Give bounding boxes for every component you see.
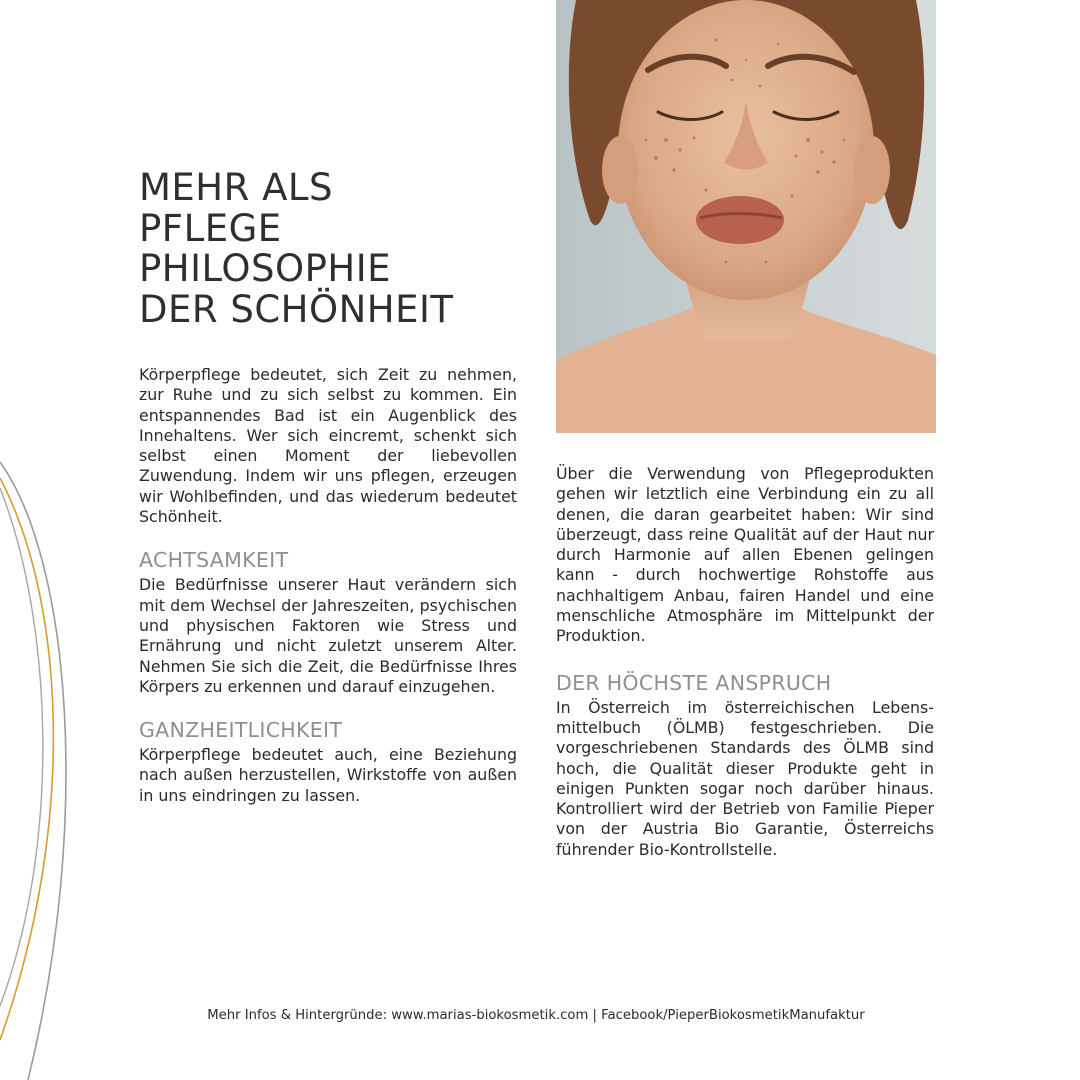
right-column (556, 464, 934, 860)
curve-gold (0, 478, 53, 1040)
title-line: MEHR ALS (139, 166, 334, 209)
section-text-ganzheitlichkeit: Körperpflege bedeutet auch, eine Beziehung nach außen herzustellen, Wirkstoffe von außen in uns eindringen zu lassen. (139, 745, 517, 805)
section-text-verwendung: Über die Verwendung von Pflegeprodukten gehen wir letztlich eine Verbindung ein zu all denen, die daran gearbeitet haben: Wir sind überzeugt, dass reine Qualität auf der Haut nur durch Harmonie auf allen Ebenen gelingen kann - durch hochwertige Rohstoffe aus nachhaltigem Anbau, fairen Handel und eine menschliche Atmosphäre im Mittelpunkt der Produktion. (556, 464, 934, 646)
section-title-anspruch: DER HÖCHSTE ANSPRUCH (556, 670, 832, 695)
left-column (139, 365, 517, 806)
intro-paragraph: Körperpflege bedeutet, sich Zeit zu nehmen, zur Ruhe und zu sich selbst zu kommen. Ein entspannendes Bad ist ein Augenblick des Innehaltens. Wer sich eincremt, schenkt sich selbst einen Moment der liebevollen Zuwendung. Indem wir uns pflegen, erzeugen wir Wohlbefinden, und das wiederum bedeutet Schönheit. (139, 365, 517, 527)
section-text-achtsamkeit: Die Bedürfnisse unserer Haut verändern sich mit dem Wechsel der Jahreszeiten, psychischen und physischen Faktoren wie Stress und Ernährung und nicht zuletzt unserem Alter. Nehmen Sie sich die Zeit, die Bedürfnisse Ihres Körpers zu erkennen und darauf einzugehen. (139, 575, 517, 696)
section-text-anspruch: In Österreich im österreichischen Lebensmittelbuch (ÖLMB) festgeschrieben. Die vorgeschriebenen Standards des ÖLMB sind hoch, die Qualität dieser Produkte geht in einigen Punkten sogar noch darüber hinaus. Kontrolliert wird der Betrieb von Familie Pieper von der Austria Bio Garantie, Österreichs führender Bio-Kontrollstelle. (556, 697, 934, 859)
section-title-ganzheitlichkeit: GANZHEITLICHKEIT (139, 718, 343, 743)
title-line: DER SCHÖNHEIT (139, 287, 454, 331)
curve-gray-inner (0, 488, 43, 1006)
title-line: PFLEGE (139, 206, 282, 250)
section-title-achtsamkeit: ACHTSAMKEIT (139, 548, 289, 573)
portrait-photo (556, 0, 936, 433)
footer-links: Mehr Infos & Hintergründe: www.marias-biokosmetik.com | Facebook/PieperBiokosmetikManufaktur (207, 1008, 865, 1023)
title-line: PHILOSOPHIE (139, 247, 391, 290)
decorative-curves (0, 0, 120, 1080)
page-title (139, 168, 529, 330)
curve-gray-outer (0, 462, 66, 1080)
portrait-illustration (556, 0, 936, 433)
